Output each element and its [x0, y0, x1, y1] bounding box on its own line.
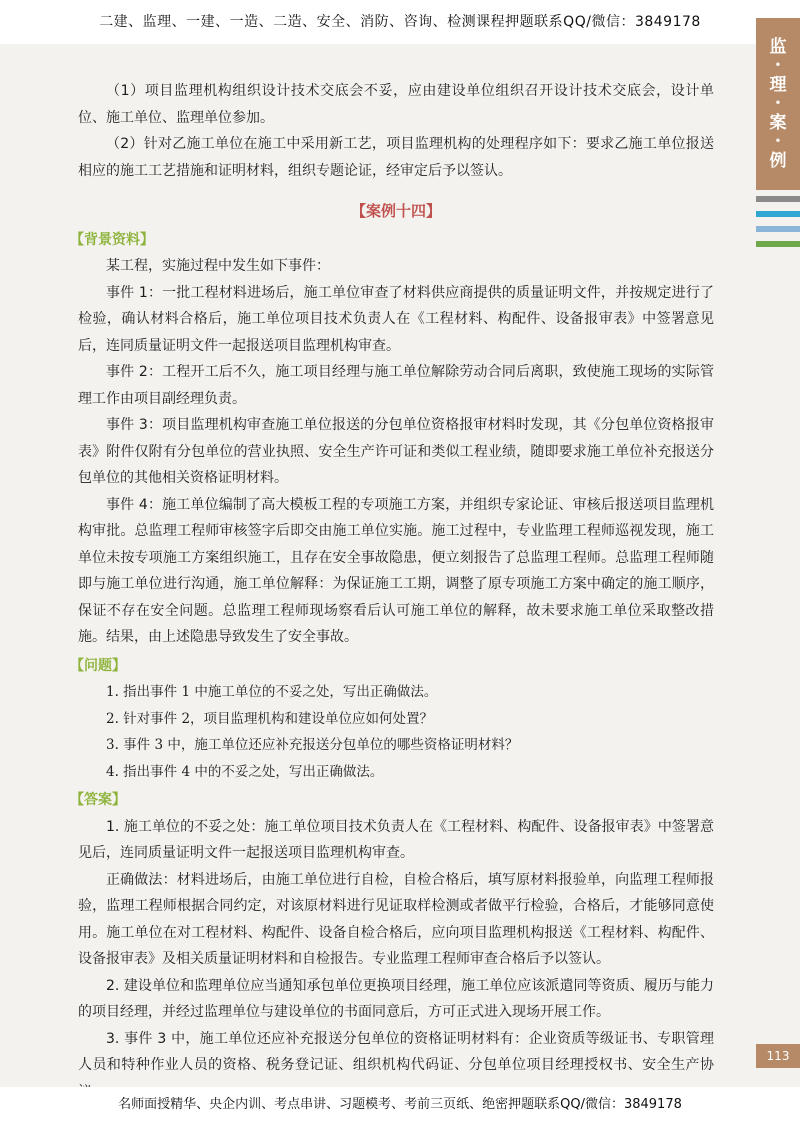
question-item: 4. 指出事件 4 中的不妥之处，写出正确做法。 — [106, 763, 384, 780]
side-tab-char: 监 — [769, 37, 787, 57]
stripe — [756, 241, 800, 247]
question-item: 2. 针对事件 2，项目监理机构和建设单位应如何处置？ — [106, 710, 434, 727]
question-item: 3. 事件 3 中，施工单位还应补充报送分包单位的哪些资格证明材料？ — [106, 737, 519, 753]
stripe — [756, 196, 800, 202]
question-item: 1. 指出事件 1 中施工单位的不妥之处，写出正确做法。 — [106, 684, 438, 700]
page-content — [70, 78, 714, 1105]
chapter-side-tab: 监 • 理 • 案 • 例 — [756, 18, 800, 190]
background-intro: 某工程，实施过程中发生如下事件： — [106, 258, 330, 274]
footer-banner: 名师面授精华、央企内训、考点串讲、习题模考、考前三页纸、绝密押题联系QQ/微信：3849178 — [0, 1087, 800, 1131]
side-tab-char: 案 — [769, 113, 787, 133]
background-label: 【背景资料】 — [70, 231, 154, 248]
event-paragraph: 事件 2：工程开工后不久，施工项目经理与施工单位解除劳动合同后离职，致使施工现场的实际管理工作由项目副经理负责。 — [78, 364, 714, 407]
event-paragraph: 事件 4：施工单位编制了高大模板工程的专项施工方案，并组织专家论证、审核后报送项目监理机构审批。总监理工程师审核签字后即交由施工单位实施。施工过程中，专业监理工程师巡视发现，施工单位未按专项施工方案组织施工，且存在安全事故隐患，便立刻报告了总监理工程师。总监理工程师随即与施工单位进行沟通，施工单位解释：为保证施工工期，调整了原专项施工方案中确定的施工顺序，保证不存在安全问题。总监理工程师现场察看后认可施工单位的解释，故未要求施工单位采取整改措施。结果，由上述隐患导致发生了安全事故。 — [78, 496, 714, 645]
prev-answer: （1）项目监理机构组织设计技术交底会不妥，应由建设单位组织召开设计技术交底会，设计单位、施工单位、监理单位参加。 — [78, 83, 714, 126]
side-tab-char: 例 — [769, 151, 787, 171]
answers-label: 【答案】 — [70, 792, 126, 808]
answer-paragraph: 1. 施工单位的不妥之处：施工单位项目技术负责人在《工程材料、构配件、设备报审表》中签署意见后，连同质量证明文件一起报送项目监理机构审查。 — [78, 818, 714, 861]
answer-paragraph: 正确做法：材料进场后，由施工单位进行自检，自检合格后，填写原材料报验单，向监理工程师报验，监理工程师根据合同约定，对该原材料进行见证取样检测或者做平行检验，合格后，才能够同意使用。施工单位在对工程材料、构配件、设备自检合格后，应向项目监理机构报送《工程材料、构配件、设备报审表》及相关质量证明材料和自检报告。专业监理工程师审查合格后予以签认。 — [78, 871, 714, 967]
stripe — [756, 211, 800, 217]
decorative-stripes — [756, 196, 800, 256]
header-banner: 二建、监理、一建、一造、二造、安全、消防、咨询、检测课程押题联系QQ/微信：3849178 — [0, 0, 800, 44]
answer-paragraph: 2. 建设单位和监理单位应当通知承包单位更换项目经理，施工单位应该派遣同等资质、履历与能力的项目经理，并经过监理单位与建设单位的书面同意后，方可正式进入现场开展工作。 — [78, 977, 714, 1020]
event-paragraph: 事件 1：一批工程材料进场后，施工单位审查了材料供应商提供的质量证明文件，并按规定进行了检验，确认材料合格后，施工单位项目技术负责人在《工程材料、构配件、设备报审表》中签署意见后，连同质量证明文件一起报送项目监理机构审查。 — [78, 284, 714, 354]
stripe — [756, 226, 800, 232]
case-title: 【案例十四】 — [350, 202, 441, 220]
questions-label: 【问题】 — [70, 657, 126, 674]
prev-answer: （2）针对乙施工单位在施工中采用新工艺，项目监理机构的处理程序如下：要求乙施工单位报送相应的施工工艺措施和证明材料，组织专题论证，经审定后予以签认。 — [78, 136, 714, 179]
event-paragraph: 事件 3：项目监理机构审查施工单位报送的分包单位资格报审材料时发现，其《分包单位资格报审表》附件仅附有分包单位的营业执照、安全生产许可证和类似工程业绩，随即要求施工单位补充报送分包单位的其他相关资格证明材料。 — [78, 417, 714, 486]
page-number: 113 — [756, 1044, 800, 1068]
answer-paragraph: 3. 事件 3 中，施工单位还应补充报送分包单位的资格证明材料有：企业资质等级证书、专职管理人员和特种作业人员的资格、税务登记证、组织机构代码证、分包单位项目经理授权书、安全生产协 — [78, 1030, 714, 1073]
side-tab-char: 理 — [769, 75, 787, 95]
